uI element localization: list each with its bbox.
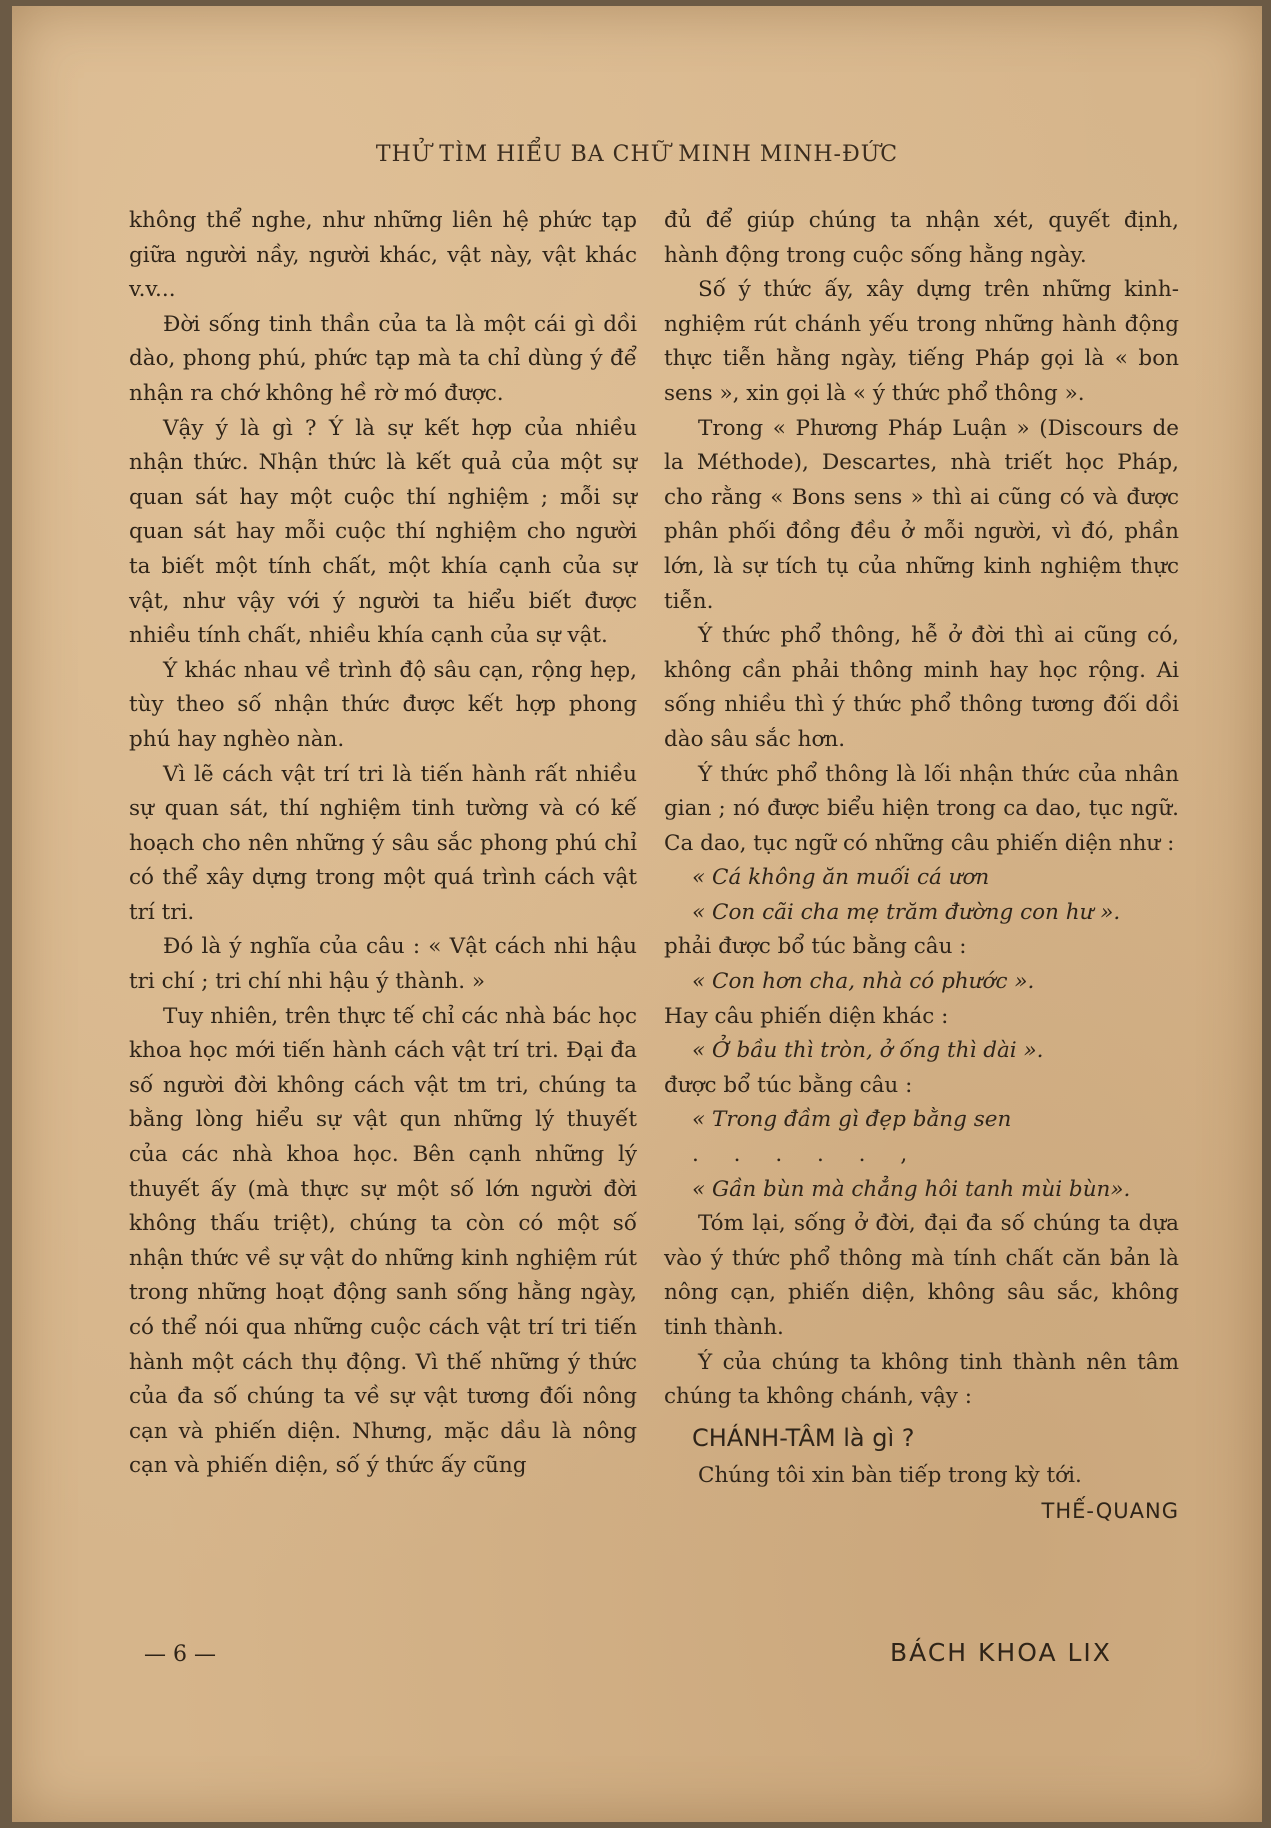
document-page: [12, 6, 1262, 1822]
paragraph: không thể nghe, như những liên hệ phức tạp giữa người nầy, người khác, vật này, vật khác v.v...: [129, 208, 637, 303]
paragraph: Trong « Phương Pháp Luận » (Discours de la Méthode), Descartes, nhà triết học Pháp, cho rằng « Bons sens » thì ai cũng có và được phân phối đồng đều ở mỗi người, vì đó, phần lớn, là sự tích tụ của những kinh nghiệm thực tiễn.: [664, 415, 1179, 614]
publication-name: BÁCH KHOA LIX: [890, 1638, 1112, 1667]
paragraph: Ý thức phổ thông, hễ ở đời thì ai cũng có, không cần phải thông minh hay học rộng. Ai sống nhiều thì ý thức phổ thông tương đối dồi dào sâu sắc hơn.: [664, 623, 1179, 752]
proverb-quote: « Trong đầm gì đẹp bằng sen: [692, 1107, 1012, 1133]
proverb-quote: « Gần bùn mà chẳng hôi tanh mùi bùn».: [692, 1176, 1131, 1202]
page-header: THỬ TÌM HIỂU BA CHỮ MINH MINH-ĐỨC: [375, 142, 899, 167]
section-question-heading: CHÁNH-TÂM là gì ?: [692, 1423, 915, 1452]
paragraph: đủ để giúp chúng ta nhận xét, quyết định, hành động trong cuộc sống hằng ngày.: [664, 208, 1179, 268]
paragraph: Tuy nhiên, trên thực tế chỉ các nhà bác học khoa học mới tiến hành cách vật trí tri. Đại đa số người đời không cách vật tm tri, chúng ta bằng lòng hiểu sự vật qun những lý thuyết của các nhà khoa học. Bên cạnh những lý thuyết ấy (mà thực sự một số lớn người đời không thấu triệt), chúng ta còn có một số nhận thức về sự vật do những kinh nghiệm rút trong những hoạt động sanh sống hằng ngày, có thể nói qua những cuộc cách vật trí tri tiến hành một cách thụ động. Vì thế những ý thức của đa số chúng ta về sự vật tương đối nông cạn và phiến diện. Nhưng, mặc dầu là nông cạn và phiến diện, số ý thức ấy cũng: [129, 1003, 637, 1479]
ellipsis-line: . . . . . ,: [692, 1142, 922, 1168]
paragraph: Đó là ý nghĩa của câu : « Vật cách nhi hậu tri chí ; tri chí nhi hậu ý thành. »: [129, 934, 637, 995]
proverb-quote: « Ở bầu thì tròn, ở ống thì dài ».: [692, 1038, 1044, 1064]
paragraph-line: được bổ túc bằng câu :: [664, 1072, 913, 1098]
paragraph: Đời sống tinh thần của ta là một cái gì dồi dào, phong phú, phức tạp mà ta chỉ dùng ý để nhận ra chớ không hề rờ mó được.: [129, 311, 637, 406]
paragraph: Ý của chúng ta không tinh thành nên tâm chúng ta không chánh, vậy :: [664, 1349, 1179, 1410]
left-column: [129, 204, 637, 1484]
paragraph: Chúng tôi xin bàn tiếp trong kỳ tới.: [698, 1463, 1082, 1489]
paragraph: Tóm lại, sống ở đời, đại đa số chúng ta dựa vào ý thức phổ thông mà tính chất căn bản là nông cạn, phiến diện, không sâu sắc, không tinh thành.: [664, 1211, 1179, 1340]
page-number: — 6 —: [144, 1642, 216, 1667]
paragraph: Vậy ý là gì ? Ý là sự kết hợp của nhiều nhận thức. Nhận thức là kết quả của một sự quan sát hay một cuộc thí nghiệm ; mỗi sự quan sát hay mỗi cuộc thí nghiệm cho người ta biết một tính chất, một khía cạnh của sự vật, như vậy với ý người ta hiểu biết được nhiều tính chất, nhiều khía cạnh của sự vật.: [129, 415, 637, 649]
paragraph-line: Hay câu phiến diện khác :: [664, 1003, 949, 1029]
proverb-quote: « Cá không ăn muối cá ươn: [692, 865, 990, 891]
proverb-quote: « Con hơn cha, nhà có phước ».: [692, 969, 1035, 995]
paragraph-line: phải được bổ túc bằng câu :: [664, 934, 967, 960]
proverb-quote: « Con cãi cha mẹ trăm đường con hư ».: [692, 899, 1121, 925]
paragraph: Ý thức phổ thông là lối nhận thức của nhân gian ; nó được biểu hiện trong ca dao, tục ngữ. Ca dao, tục ngữ có những câu phiến diện như :: [664, 761, 1179, 856]
right-column: [664, 204, 1179, 1529]
author-signature: THẾ-QUANG: [1041, 1498, 1179, 1523]
paragraph: Ý khác nhau về trình độ sâu cạn, rộng hẹp, tùy theo số nhận thức được kết hợp phong phú hay nghèo nàn.: [129, 657, 637, 752]
paragraph: Số ý thức ấy, xây dựng trên những kinh-nghiệm rút chánh yếu trong những hành động thực tiễn hằng ngày, tiếng Pháp gọi là « bon sens », xin gọi là « ý thức phổ thông ».: [664, 277, 1179, 406]
paragraph: Vì lẽ cách vật trí tri là tiến hành rất nhiều sự quan sát, thí nghiệm tinh tường và có kế hoạch cho nên những ý sâu sắc phong phú chỉ có thể xây dựng trong một quá trình cách vật trí tri.: [129, 761, 637, 925]
